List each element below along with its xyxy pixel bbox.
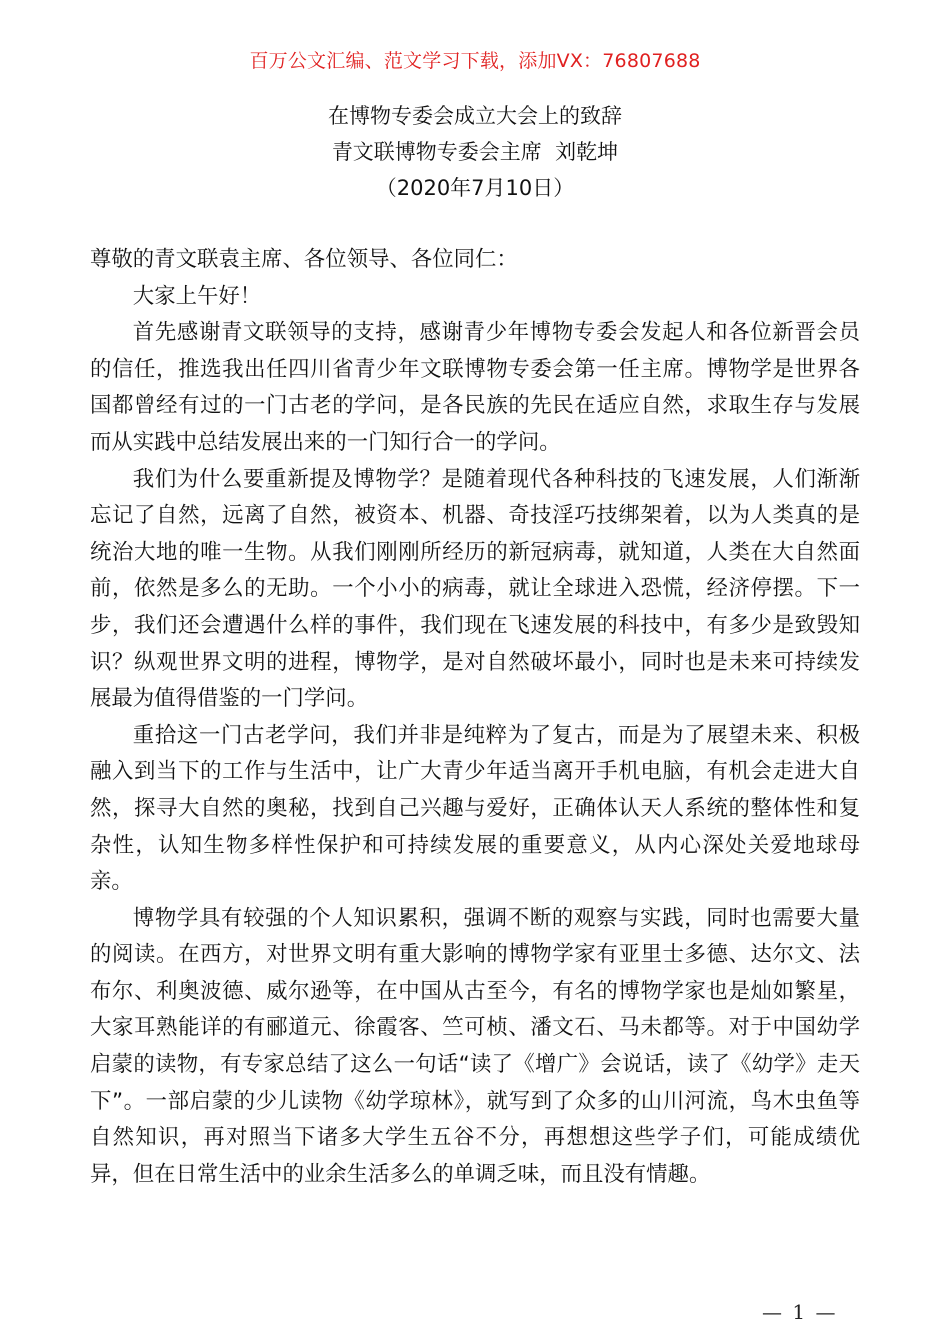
page-number: — 1 —: [762, 1300, 838, 1324]
document-body: [90, 242, 860, 1193]
title-block: [0, 98, 950, 206]
paragraph: 博物学具有较强的个人知识累积，强调不断的观察与实践，同时也需要大量的阅读。在西方，对世界文明有重大影响的博物学家有亚里士多德、达尔文、法布尔、利奥波德、威尔逊等，在中国从古至今，有名的博物学家也是灿如繁星，大家耳熟能详的有郦道元、徐霞客、竺可桢、潘文石、马未都等。对于中国幼学启蒙的读物，有专家总结了这么一句话“读了《增广》会说话，读了《幼学》走天下”。一部启蒙的少儿读物《幼学琼林》，就写到了众多的山川河流，鸟木虫鱼等自然知识，再对照当下诸多大学生五谷不分，再想想这些学子们，可能成绩优异，但在日常生活中的业余生活多么的单调乏味，而且没有情趣。: [90, 905, 860, 1187]
salutation: 尊敬的青文联袁主席、各位领导、各位同仁：: [90, 247, 518, 272]
paragraph-greeting: 大家上午好！: [132, 283, 262, 309]
author-line: 青文联博物专委会主席 刘乾坤: [331, 140, 619, 164]
watermark-banner: 百万公文汇编、范文学习下载，添加VX：76807688: [249, 50, 701, 72]
document-title: 在博物专委会成立大会上的致辞: [328, 104, 622, 128]
paragraph: 我们为什么要重新提及博物学？是随着现代各种科技的飞速发展，人们渐渐忘记了自然，远离了自然，被资本、机器、奇技淫巧技绑架着，以为人类真的是统治大地的唯一生物。从我们刚刚所经历的新冠病毒，就知道，人类在大自然面前，依然是多么的无助。一个小小的病毒，就让全球进入恐慌，经济停摆。下一步，我们还会遭遇什么样的事件，我们现在飞速发展的科技中，有多少是致毁知识？纵观世界文明的进程，博物学，是对自然破坏最小，同时也是未来可持续发展最为值得借鉴的一门学问。: [90, 466, 860, 712]
paragraph: 重拾这一门古老学问，我们并非是纯粹为了复古，而是为了展望未来、积极融入到当下的工作与生活中，让广大青少年适当离开手机电脑，有机会走进大自然，探寻大自然的奥秘，找到自己兴趣与爱好，正确体认天人系统的整体性和复杂性，认知生物多样性保护和可持续发展的重要意义，从内心深处关爱地球母亲。: [90, 722, 860, 895]
speech-date: （2020年7月10日）: [375, 176, 575, 200]
paragraph: 首先感谢青文联领导的支持，感谢青少年博物专委会发起人和各位新晋会员的信任，推选我出任四川省青少年文联博物专委会第一任主席。博物学是世界各国都曾经有过的一门古老的学问，是各民族的先民在适应自然，求取生存与发展而从实践中总结发展出来的一门知行合一的学问。: [90, 320, 860, 455]
